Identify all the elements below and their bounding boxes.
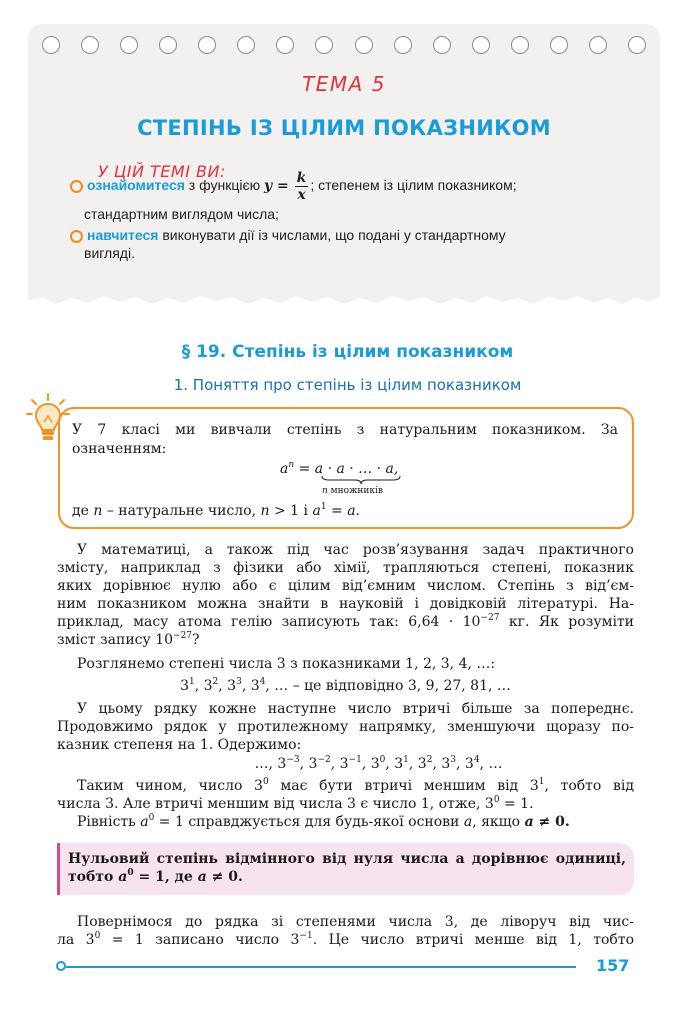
goal-text: з функцією xyxy=(184,177,264,194)
definition-line-2: означенням: xyxy=(72,441,167,457)
function-lhs: y = xyxy=(264,178,289,195)
hole-icon xyxy=(589,36,607,54)
definition-line-1: У 7 класі ми вивчали степінь з натуральним показником. За xyxy=(72,422,618,438)
text-fragment: . xyxy=(355,503,360,519)
hole-icon xyxy=(355,36,373,54)
text-fragment: = xyxy=(326,503,348,519)
rule-text xyxy=(68,850,626,886)
math-var: n xyxy=(93,503,103,519)
definition-line-3 xyxy=(72,502,360,520)
paragraph-6-line-2 xyxy=(57,932,634,950)
paragraph-1-line-2: змісту, наприклад з фізики або хімії, трапляються степені, показник xyxy=(57,560,634,576)
text-fragment: = 1 справджується для будь-якої основи xyxy=(154,814,464,830)
paragraph-1-line-5 xyxy=(57,614,634,632)
hole-icon xyxy=(276,36,294,54)
powers-sequence-extended: …, $3^{-3}$, $3^{-2}$, $3^{-1}$, $3^0$, $3^1$, $3^2$, $3^3$, $3^4$, … xyxy=(254,755,503,772)
text-fragment: кг. Як розуміти xyxy=(499,614,635,630)
paragraph-1-line-4: ним показником можна знайти в науковій і довідковій літературі. На- xyxy=(57,596,634,612)
hole-icon xyxy=(315,36,333,54)
subsection-title: 1. Поняття про степінь із цілим показником xyxy=(173,376,522,394)
circle-bullet-icon xyxy=(70,180,83,193)
paragraph-1-line-3: яких дорівнює нулю або є цілим від’ємним числом. Степінь з від’єм- xyxy=(57,578,634,594)
circle-bullet-icon xyxy=(70,230,83,243)
rule-line-1: Нульовий степінь відмінного від нуля числа a дорівнює одиниці, xyxy=(68,851,626,867)
hole-icon xyxy=(511,36,529,54)
hole-icon xyxy=(120,36,138,54)
text-fragment: , тобто від xyxy=(544,778,634,794)
goal-text-after: ; степенем із цілим показником; xyxy=(310,177,517,194)
goal-verb: ознайомитеся xyxy=(87,177,185,194)
math-var: a xyxy=(312,503,321,519)
paragraph-4-line-2 xyxy=(57,796,634,814)
hole-icon xyxy=(433,36,451,54)
hole-icon xyxy=(394,36,412,54)
exponent: 1 xyxy=(538,777,545,787)
paragraph-3-line-2: Продовжимо рядок у протилежному напрямку, зменшуючи щоразу по- xyxy=(57,719,634,735)
text-fragment: = 1. xyxy=(499,796,534,812)
formula-base: a xyxy=(280,461,289,477)
hole-icon xyxy=(42,36,60,54)
text-fragment: = 1, де xyxy=(133,869,198,885)
text-fragment: ла 3 xyxy=(57,932,95,948)
paragraph-5 xyxy=(57,814,634,832)
formula-rhs: = a · a · … · a, xyxy=(298,461,399,477)
exponent: 0 xyxy=(493,795,500,805)
goal-verb: навчитеся xyxy=(87,227,159,243)
power-definition-formula xyxy=(280,461,398,477)
text-fragment: де xyxy=(72,503,94,519)
text-fragment: приклад, масу атома гелію записують так: 6,64 · 10 xyxy=(57,614,481,630)
page-number: 157 xyxy=(596,956,630,975)
math-var: a xyxy=(118,869,128,885)
text-fragment: – натуральне число, xyxy=(102,503,261,519)
theme-label: ТЕМА 5 xyxy=(302,72,386,96)
hole-icon xyxy=(628,36,646,54)
math-var: a xyxy=(524,814,534,830)
math-var: a xyxy=(197,869,207,885)
goal-item-2 xyxy=(70,227,506,243)
paragraph-1-line-6 xyxy=(57,632,634,650)
paragraph-2: Розглянемо степені числа 3 з показниками 1, 2, 3, 4, …: xyxy=(77,656,496,672)
text-fragment: = 1 записано число 3 xyxy=(100,932,300,948)
paragraph-3-line-1: У цьому рядку кожне наступне число втричі більше за попереднє. xyxy=(77,701,634,717)
text-fragment: > 1 і xyxy=(269,503,313,519)
exponent: 0 xyxy=(94,931,101,941)
brace-text: множників xyxy=(330,486,383,496)
text-fragment: Таким чином, число 3 xyxy=(77,778,263,794)
powers-sequence-positive: $3^1$, $3^2$, $3^3$, $3^4$, … – це відповідно 3, 9, 27, 81, … xyxy=(180,677,511,694)
formula-exponent: n xyxy=(288,460,295,470)
fraction-numerator: k xyxy=(296,170,307,186)
math-var: a xyxy=(463,814,473,830)
math-var: n xyxy=(260,503,270,519)
exponent: 0 xyxy=(127,868,134,878)
paragraph-6-line-1: Повернімося до рядка зі степенями числа 3, де ліворуч від чис- xyxy=(77,914,634,930)
notebook-holes xyxy=(42,36,646,56)
text-fragment: ≠ 0. xyxy=(206,869,243,885)
math-var: a xyxy=(347,503,356,519)
exponent: −1 xyxy=(299,931,313,941)
text-fragment: ? xyxy=(192,632,200,648)
theme-title: СТЕПІНЬ ІЗ ЦІЛИМ ПОКАЗНИКОМ xyxy=(137,116,551,140)
sequence-values: – це відповідно 3, 9, 27, 81, … xyxy=(288,678,511,694)
goal-item-1 xyxy=(70,170,517,203)
in-theme-heading: У ЦІЙ ТЕМІ ВИ: xyxy=(98,162,226,181)
goal-item-1-continuation: стандартним виглядом числа; xyxy=(84,206,279,222)
fraction-denominator: x xyxy=(297,187,306,203)
hole-icon xyxy=(198,36,216,54)
hole-icon xyxy=(81,36,99,54)
paragraph-3-line-3: казник степеня на 1. Одержимо: xyxy=(57,737,302,753)
text-fragment: тобто xyxy=(68,869,119,885)
hole-icon xyxy=(159,36,177,54)
text-fragment: , якщо xyxy=(472,814,525,830)
exponent: 1 xyxy=(320,502,327,512)
underbrace-label xyxy=(322,486,383,496)
text-fragment: зміст запису 10 xyxy=(57,632,174,648)
hole-icon xyxy=(550,36,568,54)
exponent: −27 xyxy=(480,613,500,623)
footer-circle-icon xyxy=(56,961,66,971)
torn-edge xyxy=(28,288,660,310)
exponent: 0 xyxy=(148,813,155,823)
exponent: −27 xyxy=(173,631,193,641)
text-fragment: має бути втричі меншим від 3 xyxy=(268,778,539,794)
text-fragment: Рівність xyxy=(77,814,141,830)
goal-item-2-continuation: вигляді. xyxy=(84,245,135,261)
underbrace-icon xyxy=(321,475,401,485)
footer-rule xyxy=(66,966,576,968)
hole-icon xyxy=(472,36,490,54)
text-fragment: . Це число втричі менше від 1, тобто xyxy=(312,932,635,948)
goal-text-after: виконувати дії із числами, що подані у стандартному xyxy=(158,227,506,243)
brace-n: n xyxy=(322,486,328,496)
text-fragment: числа 3. Але втричі меншим від числа 3 є число 1, отже, 3 xyxy=(57,796,494,812)
exponent: 0 xyxy=(262,777,269,787)
section-title: § 19. Степінь із цілим показником xyxy=(181,342,514,362)
hole-icon xyxy=(237,36,255,54)
math-var: a xyxy=(140,814,149,830)
rule-line-2 xyxy=(68,868,626,886)
text-fragment: ≠ 0. xyxy=(533,814,570,830)
paragraph-1-line-1: У математиці, а також під час розв’язування задач практичного xyxy=(77,542,634,558)
paragraph-4-line-1 xyxy=(57,778,634,796)
fraction-k-over-x xyxy=(295,170,309,203)
